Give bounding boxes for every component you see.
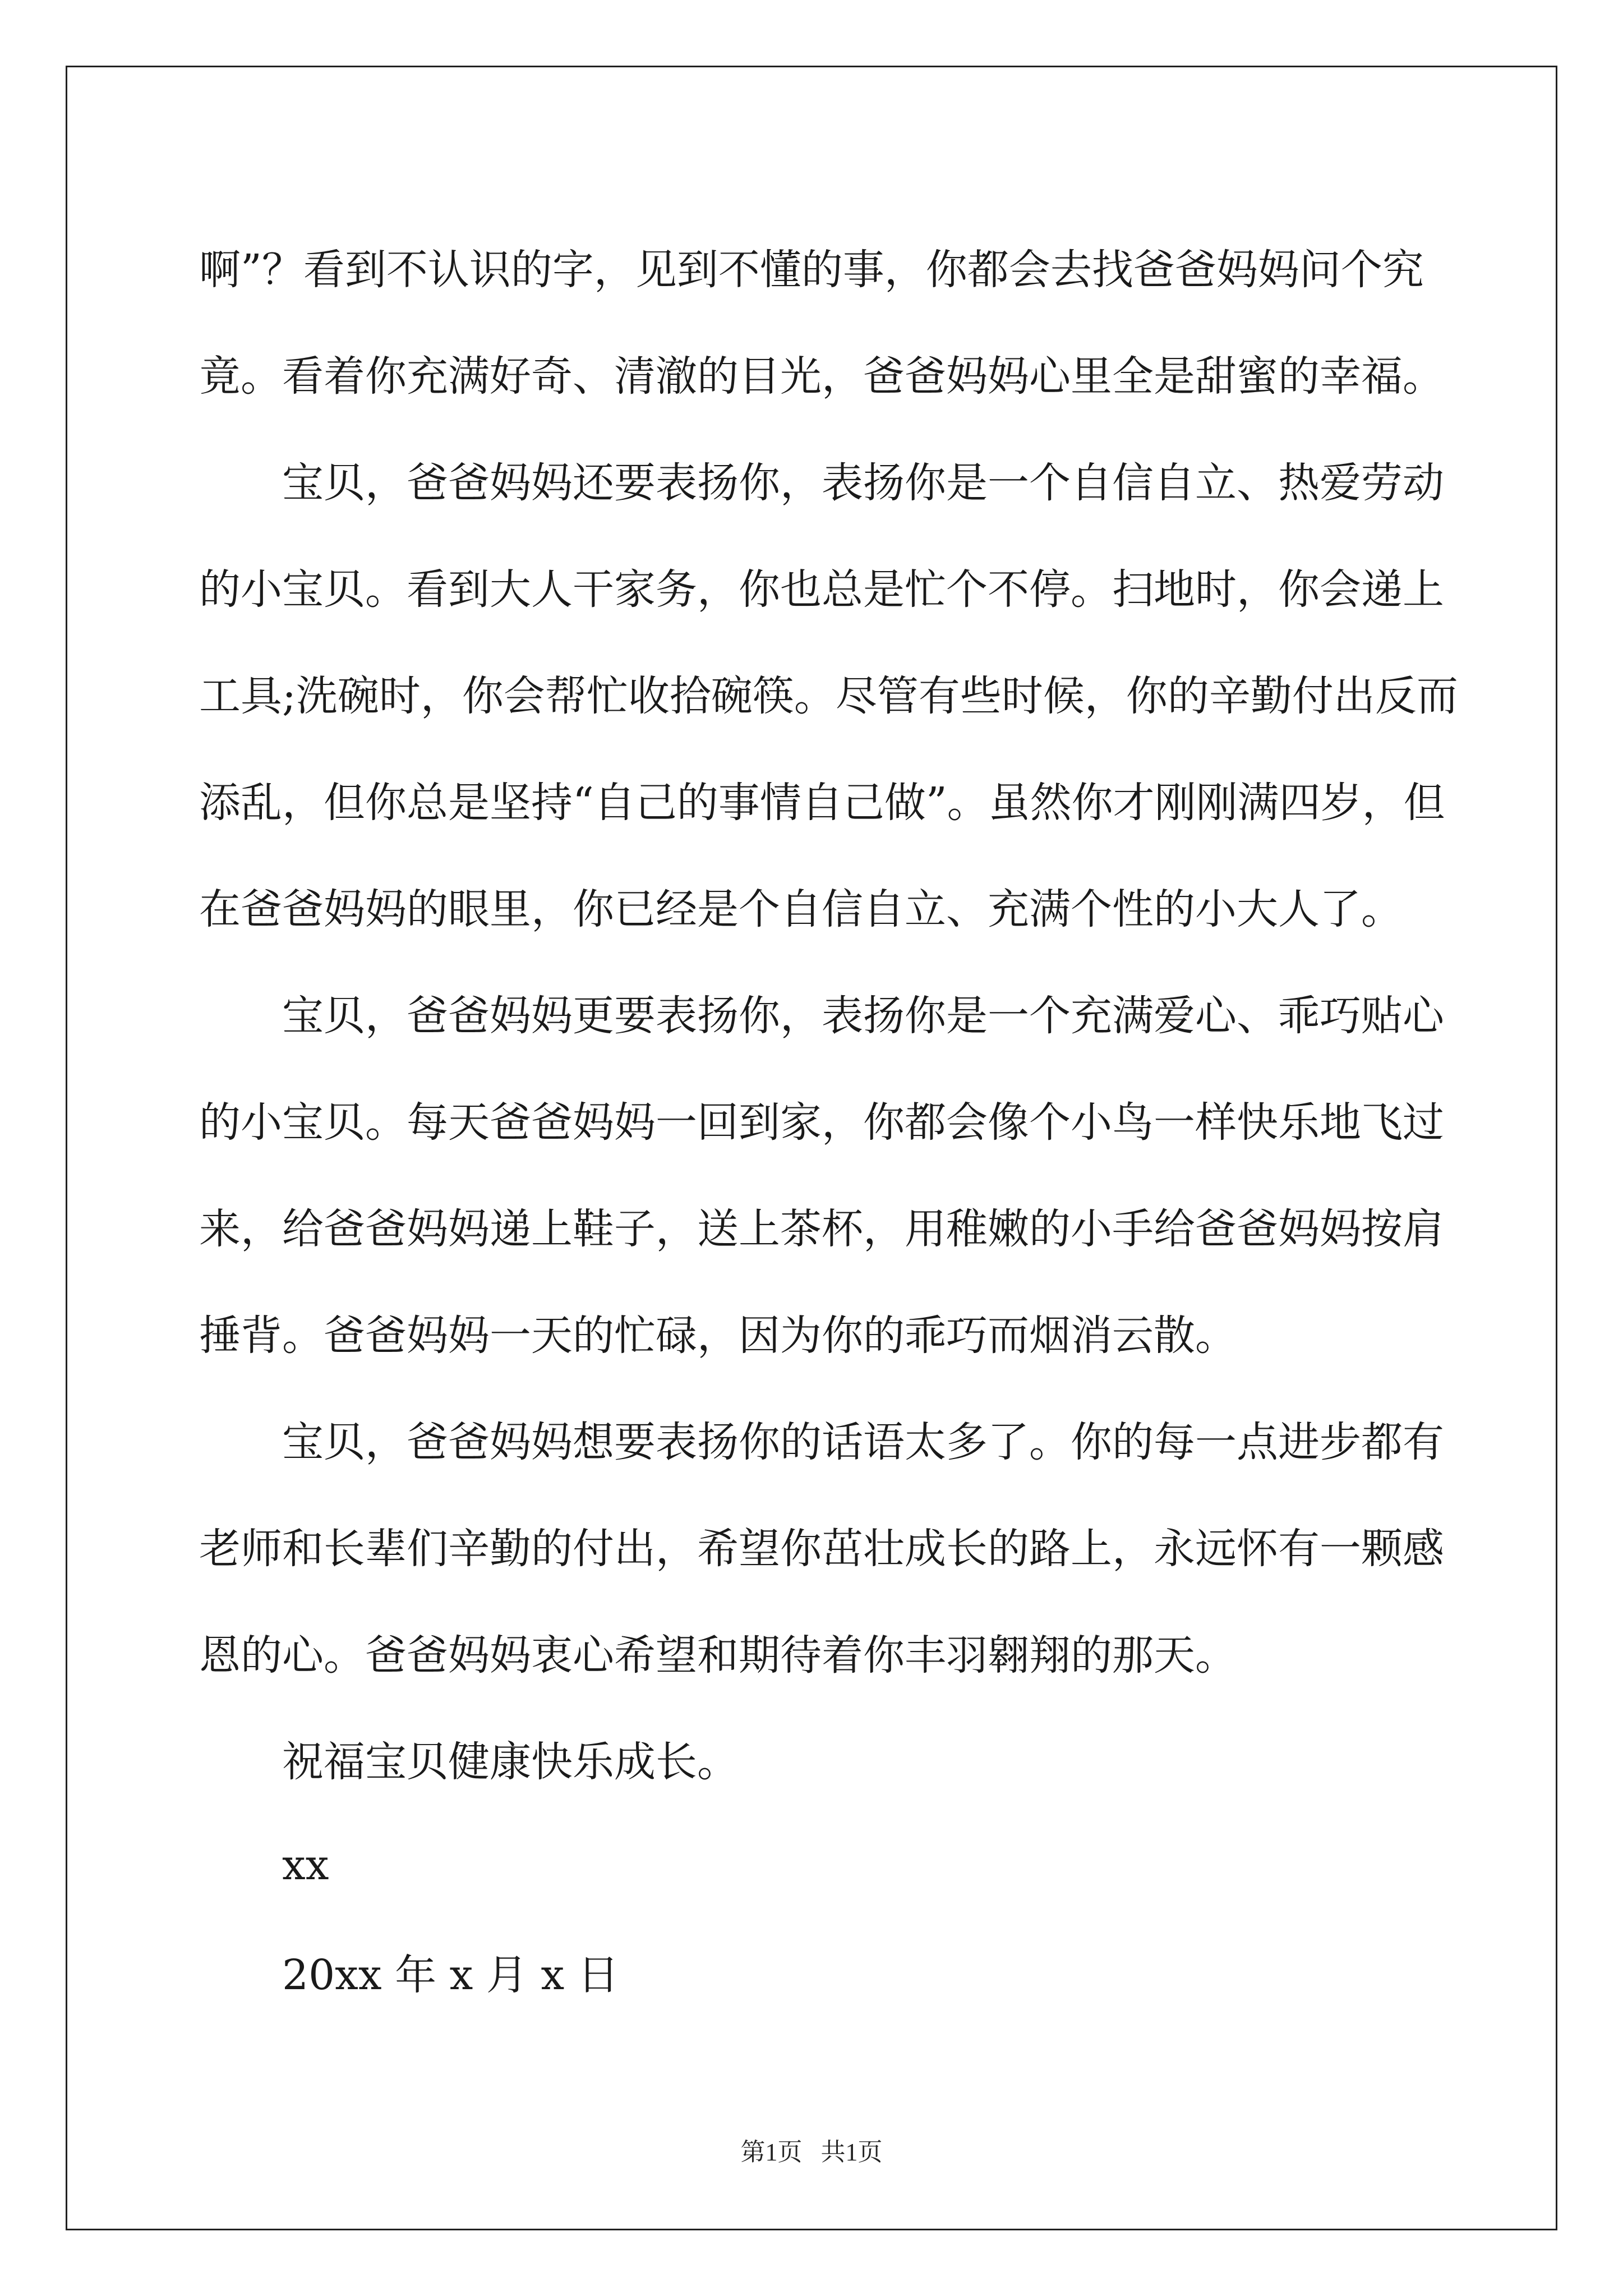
- line-text: 添乱，但你总是坚持“自己的事情自己做”。虽然你才刚刚满四岁，但: [199, 779, 1445, 827]
- body-line: [199, 639, 1458, 746]
- body-line: [199, 1386, 1444, 1492]
- letter-body: [199, 213, 1458, 2025]
- letter-date: [199, 1918, 1422, 2025]
- line-text: 来，给爸爸妈妈递上鞋子，送上茶杯，用稚嫩的小手给爸爸妈妈按肩: [199, 1205, 1444, 1253]
- line-text: 20xx 年 x 月 x 日: [282, 1951, 619, 1999]
- line-text: 老师和长辈们辛勤的付出，希望你茁壮成长的路上，永远怀有一颗感: [199, 1525, 1444, 1573]
- line-text: xx: [282, 1841, 329, 1889]
- body-line: [199, 213, 1422, 320]
- body-line: [199, 426, 1444, 533]
- page-total: 共1页: [820, 2138, 883, 2166]
- line-text: 捶背。爸爸妈妈一天的忙碌，因为你的乖巧而烟消云散。: [199, 1312, 1237, 1360]
- page-number: 第1页: [740, 2138, 803, 2166]
- body-line: [199, 1172, 1444, 1279]
- body-line: [199, 1066, 1444, 1172]
- body-line: [199, 853, 1422, 959]
- line-text: 宝贝，爸爸妈妈想要表扬你的话语太多了。你的每一点进步都有: [282, 1418, 1444, 1466]
- line-text: 竟。看着你充满好奇、清澈的目光，爸爸妈妈心里全是甜蜜的幸福。: [199, 352, 1444, 401]
- body-line: [199, 959, 1444, 1066]
- line-text: 的小宝贝。每天爸爸妈妈一回到家，你都会像个小鸟一样快乐地飞过: [199, 1098, 1444, 1147]
- body-line: [199, 1492, 1444, 1599]
- line-text: 工具;洗碗时，你会帮忙收拾碗筷。尽管有些时候，你的辛勤付出反而: [199, 672, 1458, 720]
- line-text: 宝贝，爸爸妈妈还要表扬你，表扬你是一个自信自立、热爱劳动: [282, 459, 1444, 507]
- line-text: 的小宝贝。看到大人干家务，你也总是忙个不停。扫地时，你会递上: [199, 565, 1444, 614]
- signature: [199, 1812, 1422, 1918]
- line-text: 恩的心。爸爸妈妈衷心希望和期待着你丰羽翱翔的那天。: [199, 1631, 1237, 1680]
- body-line: [199, 1279, 1422, 1386]
- line-text: 啊”？看到不认识的字，见到不懂的事，你都会去找爸爸妈妈问个究: [199, 246, 1424, 294]
- line-text: 在爸爸妈妈的眼里，你已经是个自信自立、充满个性的小大人了。: [199, 885, 1403, 933]
- line-text: 祝福宝贝健康快乐成长。: [282, 1738, 739, 1786]
- body-line: [199, 746, 1445, 853]
- page-footer: [0, 2132, 1623, 2168]
- closing-wish: [199, 1705, 1422, 1812]
- body-line: [199, 533, 1444, 639]
- body-line: [199, 320, 1444, 426]
- line-text: 宝贝，爸爸妈妈更要表扬你，表扬你是一个充满爱心、乖巧贴心: [282, 992, 1444, 1040]
- body-line: [199, 1599, 1422, 1705]
